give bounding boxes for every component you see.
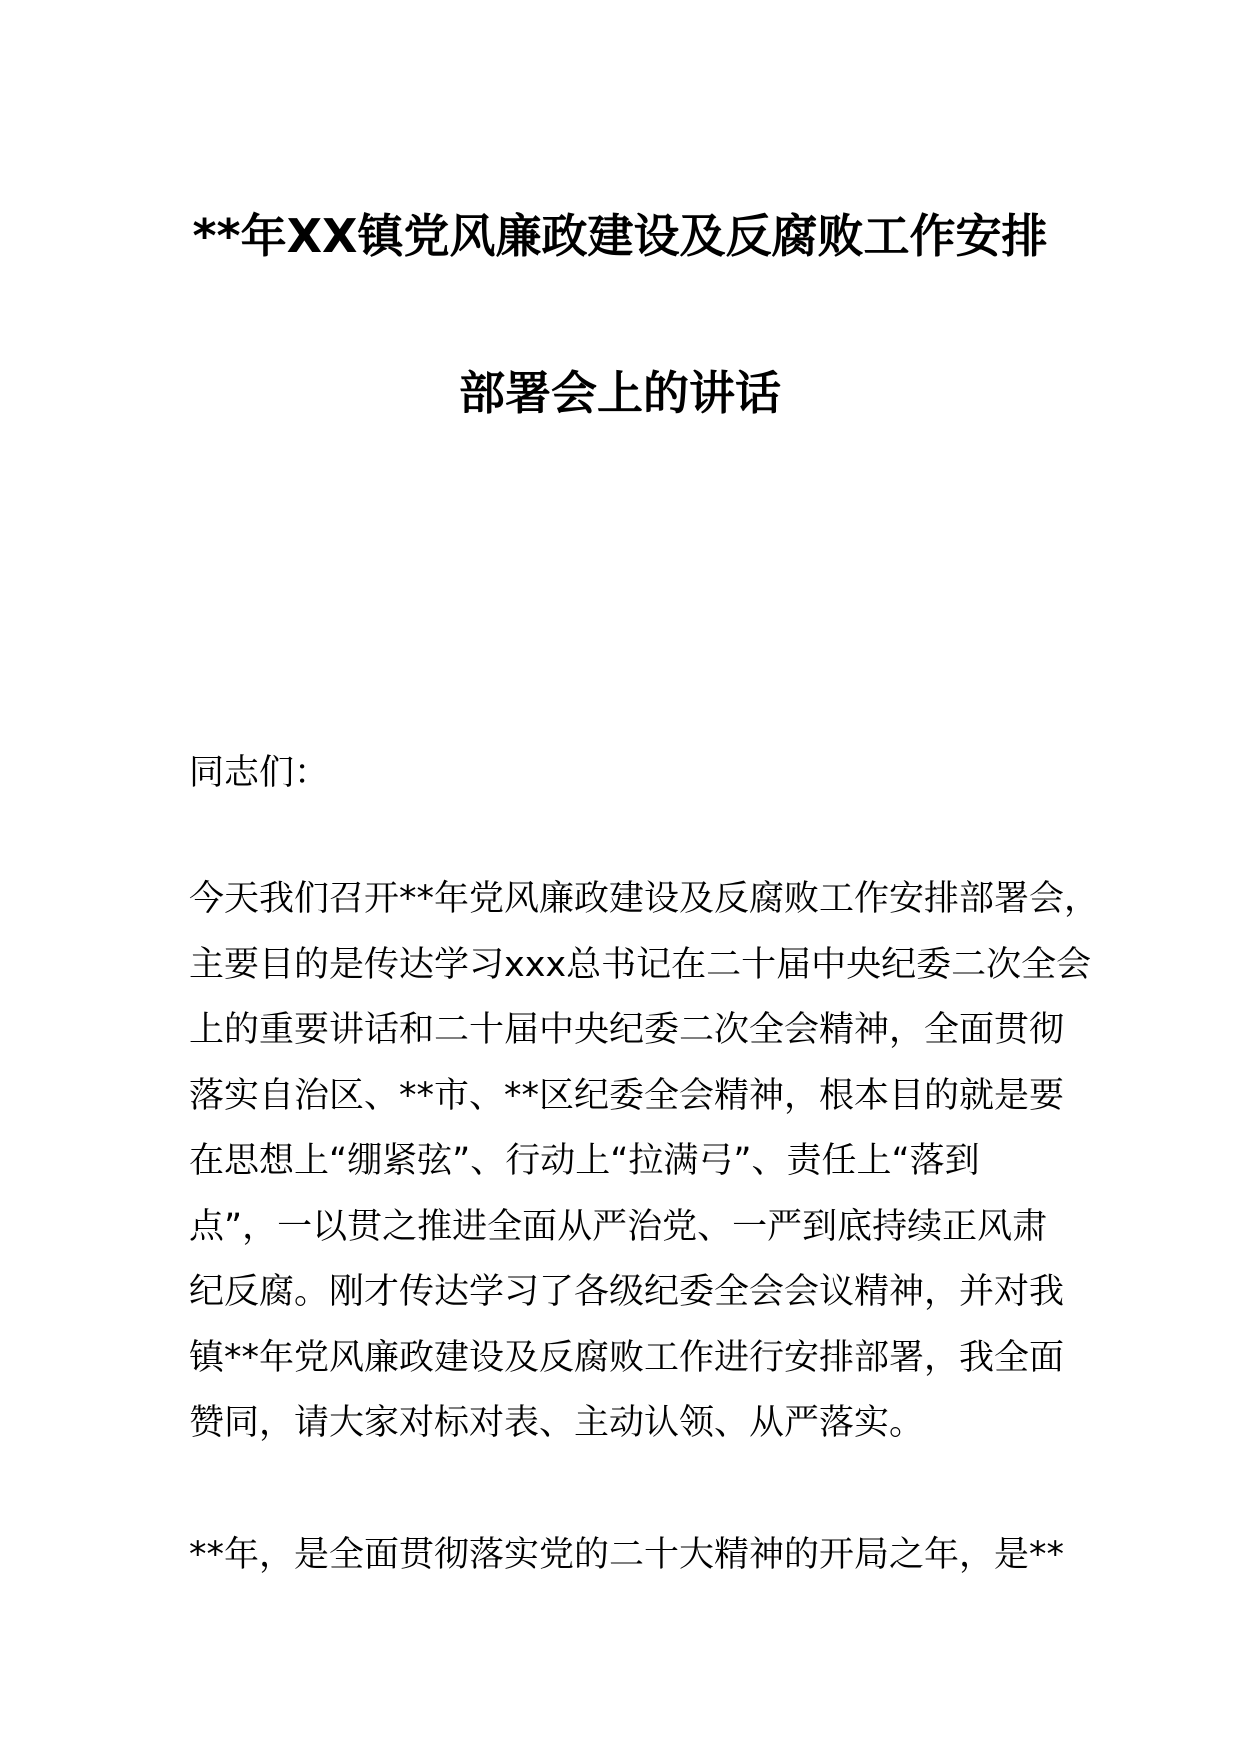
paragraph-line: 纪反腐。刚才传达学习了各级纪委全会会议精神，并对我 [189,1272,1065,1312]
paragraph-line: 落实自治区、**市、**区纪委全会精神，根本目的就是要 [189,1075,1065,1116]
paragraph-line: 主要目的是传达学习xxx总书记在二十届中央纪委二次全会 [189,944,1092,985]
paragraph-line: 上的重要讲话和二十届中央纪委二次全会精神，全面贯彻 [189,1010,1065,1050]
document-title-line-2: 部署会上的讲话 [459,366,781,420]
document-title-line-1: **年XX镇党风廉政建设及反腐败工作安排 [192,209,1048,263]
paragraph-1 [189,867,1100,1457]
paragraph-line: 赞同，请大家对标对表、主动认领、从严落实。 [189,1403,925,1443]
paragraph-line: 今天我们召开**年党风廉政建设及反腐败工作安排部署会， [189,879,1100,919]
paragraph-line: 在思想上“绷紧弦”、行动上“拉满弓”、责任上“落到 [189,1141,980,1181]
salutation [189,741,1089,807]
paragraph-line: **年，是全面贯彻落实党的二十大精神的开局之年，是** [189,1535,1065,1575]
salutation-text: 同志们： [189,753,330,793]
paragraph-line: 点”，一以贯之推进全面从严治党、一严到底持续正风肃 [189,1206,1048,1247]
paragraph-2 [189,1523,1089,1589]
paragraph-line: 镇**年党风廉政建设及反腐败工作进行安排部署，我全面 [189,1337,1065,1378]
